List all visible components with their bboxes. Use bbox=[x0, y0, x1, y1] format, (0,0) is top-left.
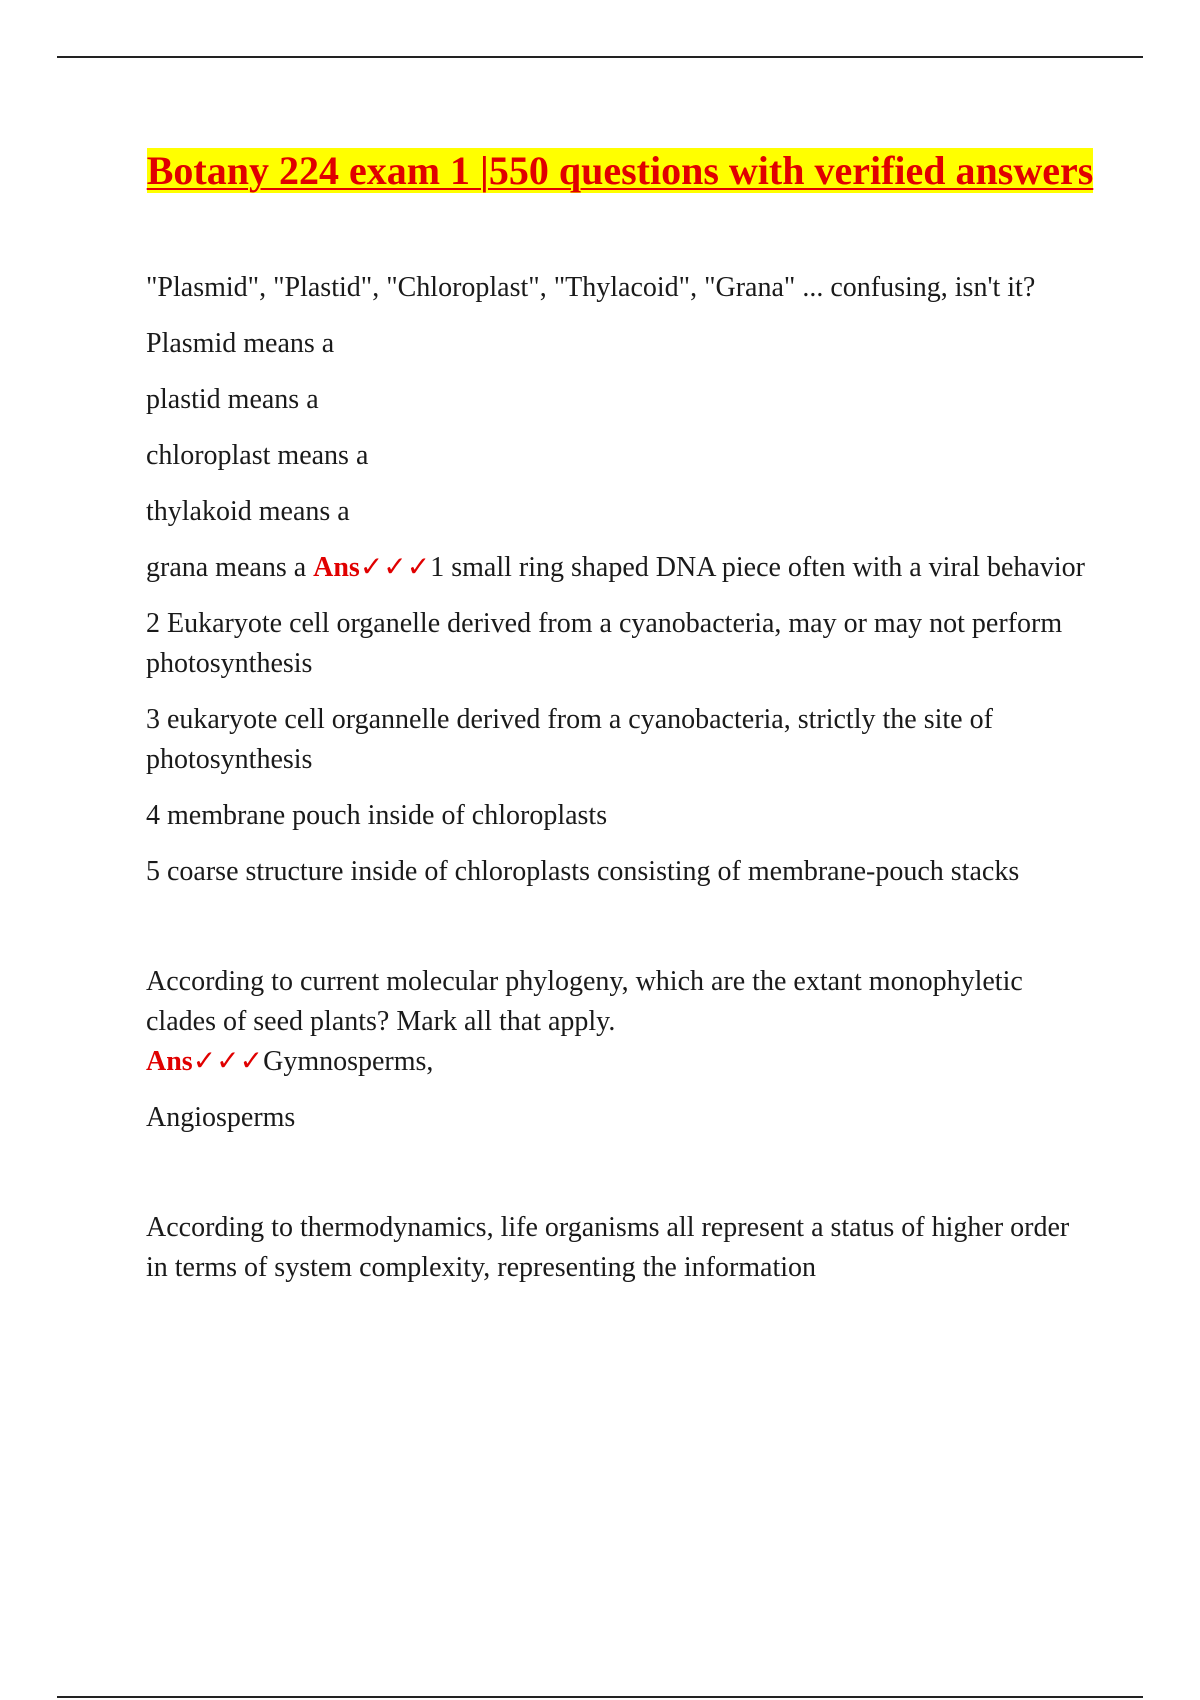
answer-label: Ans bbox=[313, 552, 360, 583]
checkmark-icon: ✓✓✓ bbox=[359, 552, 431, 583]
document-title bbox=[130, 143, 1110, 199]
question-2-text: According to current molecular phylogeny, which are the extant monophyletic clades of seed plants? Mark all that apply. bbox=[146, 966, 1023, 1037]
question-1-line-chloroplast: chloroplast means a bbox=[146, 440, 369, 471]
answer-5-text: 5 coarse structure inside of chloroplasts consisting of membrane-pouch stacks bbox=[146, 856, 1020, 887]
question-2 bbox=[146, 962, 1096, 1082]
grana-prefix: grana means a bbox=[146, 552, 314, 583]
document-title-text: Botany 224 exam 1 |550 questions with verified answers bbox=[146, 148, 1094, 193]
question-3-text: According to thermodynamics, life organisms all represent a status of higher order in terms of system complexity, representing the information bbox=[146, 1212, 1070, 1283]
answer-2-text: 2 Eukaryote cell organelle derived from a cyanobacteria, may or may not perform photosynthesis bbox=[146, 608, 1063, 679]
question-1-line-plasmid: Plasmid means a bbox=[146, 328, 335, 359]
bottom-rule bbox=[57, 1696, 1143, 1698]
answer-angiosperms: Angiosperms bbox=[146, 1102, 296, 1133]
document-body bbox=[146, 268, 1096, 1304]
checkmark-icon: ✓✓✓ bbox=[192, 1046, 264, 1077]
top-rule bbox=[57, 56, 1143, 58]
section-gap bbox=[146, 1154, 1096, 1208]
answer-3-text: 3 eukaryote cell organnelle derived from a cyanobacteria, strictly the site of photosynthesis bbox=[146, 704, 993, 775]
section-gap bbox=[146, 908, 1096, 962]
question-1-line-grana bbox=[146, 548, 1096, 588]
answer-label: Ans bbox=[146, 1046, 193, 1077]
question-1-line-thylakoid: thylakoid means a bbox=[146, 496, 350, 527]
answer-1-text: 1 small ring shaped DNA piece often with a viral behavior bbox=[430, 552, 1085, 583]
answer-gymnosperms: Gymnosperms, bbox=[263, 1046, 434, 1077]
answer-4-text: 4 membrane pouch inside of chloroplasts bbox=[146, 800, 608, 831]
question-1-line-plastid: plastid means a bbox=[146, 384, 319, 415]
question-1-intro: "Plasmid", "Plastid", "Chloroplast", "Thylacoid", "Grana" ... confusing, isn't it? bbox=[146, 272, 1036, 303]
